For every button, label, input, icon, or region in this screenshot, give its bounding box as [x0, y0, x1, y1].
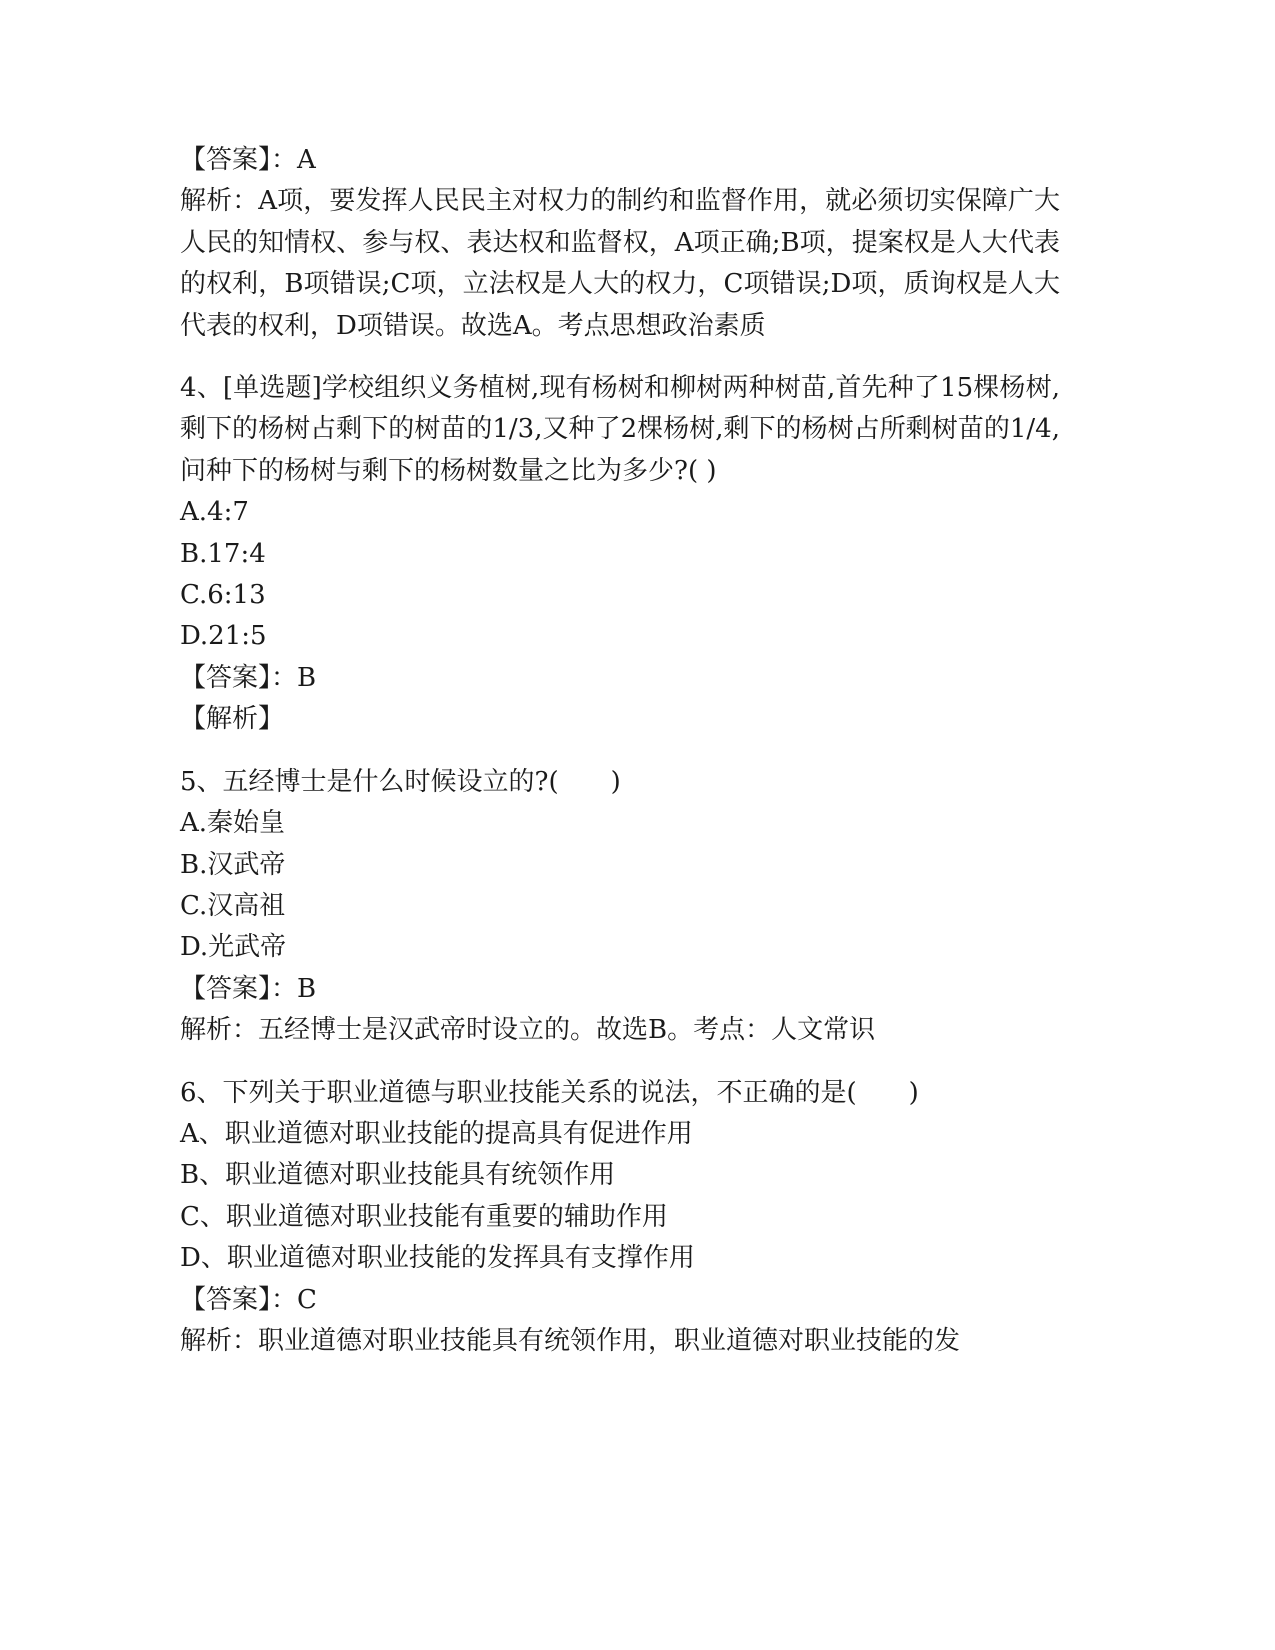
answer-6: 【答案】：C: [180, 1284, 317, 1315]
analysis-4: 【解析】: [180, 704, 285, 735]
document-page: [180, 140, 1060, 1362]
analysis-5: 解析：五经博士是汉武帝时设立的。故选B。考点：人文常识: [180, 1015, 876, 1046]
q5-option-b: B.汉武帝: [180, 849, 286, 880]
q6-option-a: A、职业道德对职业技能的提高具有促进作用: [180, 1118, 693, 1149]
q5-option-a: A.秦始皇: [180, 808, 286, 839]
question-4: 4、[单选题]学校组织义务植树,现有杨树和柳树两种树苗,首先种了15棵杨树,剩下的杨树占剩下的树苗的1/3,又种了2棵杨树,剩下的杨树占所剩树苗的1/4,问种下的杨树与剩下的杨树数量之比为多少?( ): [180, 373, 1060, 486]
q6-option-d: D、职业道德对职业技能的发挥具有支撑作用: [180, 1243, 695, 1274]
q6-option-b: B、职业道德对职业技能具有统领作用: [180, 1160, 616, 1191]
q4-option-a: A.4:7: [180, 497, 249, 528]
q4-option-b: B.17:4: [180, 538, 266, 569]
analysis-6: 解析：职业道德对职业技能具有统领作用，职业道德对职业技能的发: [180, 1325, 961, 1356]
question-6: 6、下列关于职业道德与职业技能关系的说法，不正确的是( ): [180, 1077, 919, 1108]
answer-3: 【答案】：A: [180, 145, 316, 175]
spacer: [180, 741, 1060, 762]
q5-option-d: D.光武帝: [180, 932, 287, 963]
q4-option-d: D.21:5: [180, 621, 267, 652]
q4-option-c: C.6:13: [180, 580, 266, 611]
q6-option-c: C、职业道德对职业技能有重要的辅助作用: [180, 1201, 668, 1232]
analysis-3: 解析：A项，要发挥人民民主对权力的制约和监督作用，就必须切实保障广大人民的知情权、参与权、表达权和监督权，A项正确;B项，提案权是人大代表的权利，B项错误;C项，立法权是人大的权力，C项错误;D项，质询权是人大代表的权利，D项错误。故选A。考点思想政治素质: [180, 186, 1060, 341]
spacer: [180, 347, 1060, 368]
question-5: 5、五经博士是什么时候设立的?( ): [180, 766, 621, 797]
answer-5: 【答案】：B: [180, 973, 317, 1004]
spacer: [180, 1052, 1060, 1073]
q5-option-c: C.汉高祖: [180, 890, 286, 921]
answer-4: 【答案】：B: [180, 662, 317, 693]
